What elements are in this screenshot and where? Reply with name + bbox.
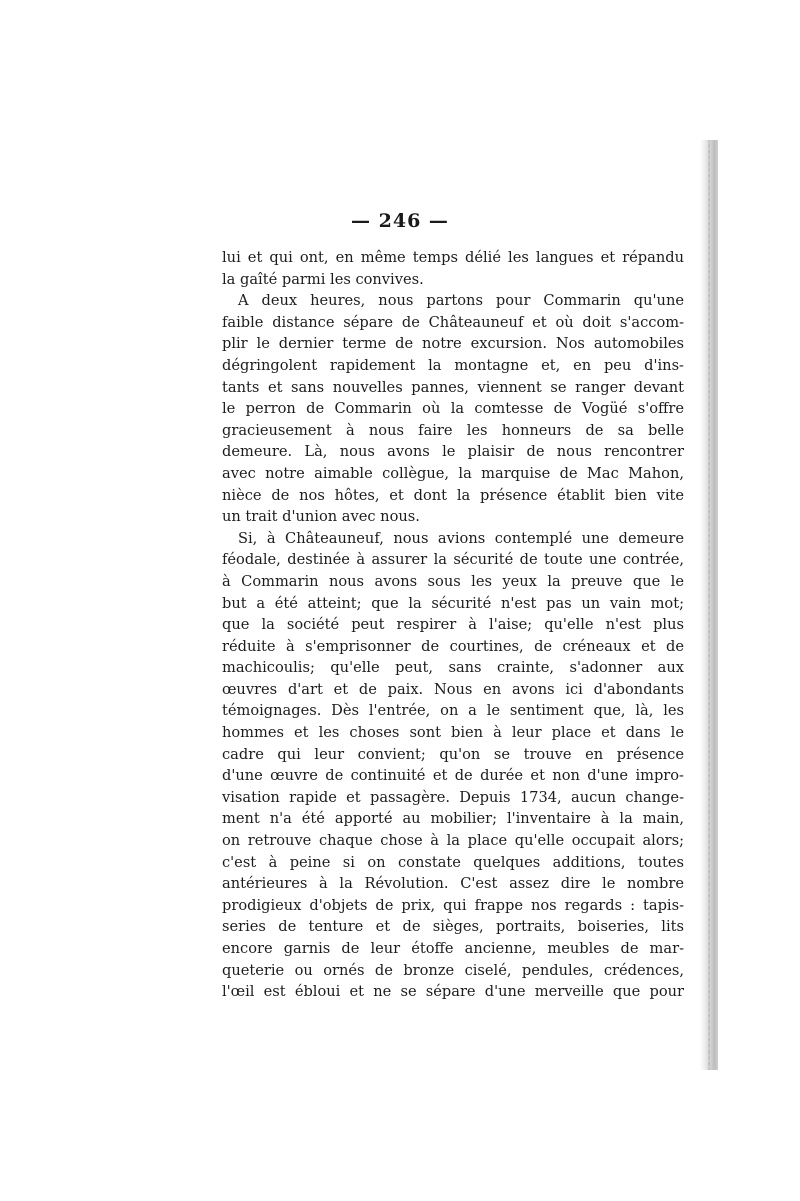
text-line: Si, à Châteauneuf, nous avions contemplé une demeure	[238, 529, 684, 547]
text-line: lui et qui ont, en même temps délié les langues et répandu	[222, 249, 684, 266]
text-line: réduite à s'emprisonner de courtines, de créneaux et de	[222, 637, 684, 655]
text-line: le perron de Commarin où la comtesse de Vogüé s'offre	[222, 400, 684, 418]
text-line: plir le dernier terme de notre excursion. Nos automobiles	[222, 335, 684, 353]
text-line: series de tenture et de sièges, portraits, boiseries, lits	[222, 918, 684, 936]
page-number: — 246 —	[351, 210, 449, 232]
text-line: on retrouve chaque chose à la place qu'elle occupait alors;	[222, 832, 684, 850]
text-line: un trait d'union avec nous.	[222, 508, 420, 526]
text-line: hommes et les choses sont bien à leur place et dans le	[222, 724, 684, 742]
body-text	[222, 247, 684, 1003]
text-line: l'œil est ébloui et ne se sépare d'une merveille que pour	[222, 983, 684, 1001]
text-line: visation rapide et passagère. Depuis 1734, aucun change-	[222, 788, 684, 806]
text-line: demeure. Là, nous avons le plaisir de nous rencontrer	[222, 443, 684, 461]
text-line: encore garnis de leur étoffe ancienne, meubles de mar-	[222, 940, 684, 957]
text-line: à Commarin nous avons sous les yeux la preuve que le	[222, 572, 684, 590]
text-line: gracieusement à nous faire les honneurs de sa belle	[222, 421, 684, 439]
text-line: cadre qui leur convient; qu'on se trouve en présence	[222, 745, 684, 763]
text-line: A deux heures, nous partons pour Commarin qu'une	[238, 292, 684, 310]
text-line: machicoulis; qu'elle peut, sans crainte, s'adonner aux	[222, 659, 684, 677]
text-line: que la société peut respirer à l'aise; qu'elle n'est plus	[222, 616, 684, 634]
text-line: prodigieux d'objets de prix, qui frappe nos regards : tapis-	[222, 896, 684, 914]
text-line: d'une œuvre de continuité et de durée et non d'une impro-	[222, 767, 684, 785]
text-line: tants et sans nouvelles pannes, viennent se ranger devant	[222, 378, 684, 396]
text-line: c'est à peine si on constate quelques additions, toutes	[222, 853, 684, 871]
text-line: nièce de nos hôtes, et dont la présence établit bien vite	[222, 486, 684, 504]
text-line: la gaîté parmi les convives.	[222, 270, 424, 288]
text-line: but a été atteint; que la sécurité n'est pas un vain mot;	[222, 594, 684, 612]
text-line: ment n'a été apporté au mobilier; l'inventaire à la main,	[222, 810, 684, 828]
page-edge-shadow	[700, 140, 718, 1070]
text-line: faible distance sépare de Châteauneuf et où doit s'accom-	[222, 313, 684, 331]
text-line: témoignages. Dès l'entrée, on a le sentiment que, là, les	[222, 702, 684, 720]
text-line: antérieures à la Révolution. C'est assez dire le nombre	[222, 875, 684, 893]
text-line: avec notre aimable collègue, la marquise de Mac Mahon,	[222, 464, 684, 482]
text-line: dégringolent rapidement la montagne et, en peu d'ins-	[222, 356, 684, 374]
text-line: féodale, destinée à assurer la sécurité de toute une contrée,	[222, 551, 684, 569]
text-line: queterie ou ornés de bronze ciselé, pendules, crédences,	[222, 961, 684, 979]
text-line: œuvres d'art et de paix. Nous en avons ici d'abondants	[222, 680, 684, 698]
